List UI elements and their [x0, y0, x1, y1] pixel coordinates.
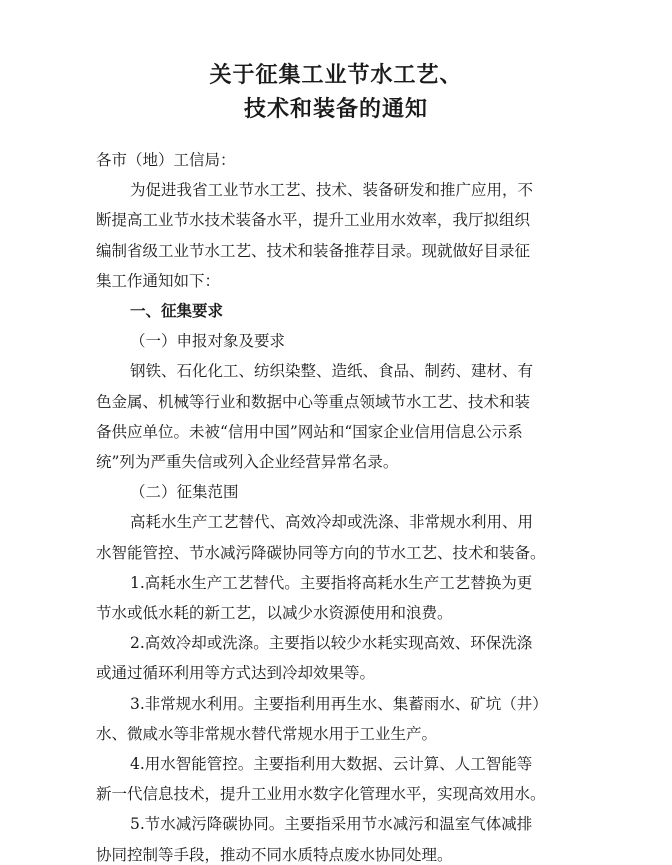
subsection-heading-1: （一）申报对象及要求: [130, 332, 286, 350]
document-title-line-2: 技术和装备的通知: [243, 97, 428, 122]
list-item-2: 2.高效冷却或洗涤。主要指以较少水耗实现高效、环保洗涤: [130, 634, 533, 652]
list-item-4-cont: 新一代信息技术，提升工业用水数字化管理水平，实现高效用水。: [96, 785, 546, 803]
list-item-2-cont: 或通过循环利用等方式达到冷却效果等。: [96, 664, 376, 682]
list-item-3: 3.非常规水利用。主要指利用再生水、集蓄雨水、矿坑（井）: [130, 695, 548, 713]
body-line: 色金属、机械等行业和数据中心等重点领域节水工艺、技术和装: [96, 393, 531, 411]
subsection-heading-2: （二）征集范围: [130, 483, 239, 501]
intro-line: 集工作通知如下：: [96, 272, 221, 290]
salutation: 各市（地）工信局：: [96, 151, 236, 169]
body-line: 钢铁、石化化工、纺织染整、造纸、食品、制药、建材、有: [130, 362, 534, 380]
body-line: 高耗水生产工艺替代、高效冷却或洗涤、非常规水利用、用: [130, 513, 534, 531]
document-title-line-1: 关于征集工业节水工艺、: [209, 63, 463, 88]
body-line: 备供应单位。未被“信用中国”网站和“国家企业信用信息公示系: [96, 423, 523, 441]
list-item-3-cont: 水、微咸水等非常规水替代常规水用于工业生产。: [96, 725, 438, 743]
intro-line: 编制省级工业节水工艺、技术和装备推荐目录。现就做好目录征: [96, 242, 531, 260]
list-item-5-cont: 协同控制等手段，推动不同水质特点废水协同处理。: [96, 846, 453, 864]
intro-line: 为促进我省工业节水工艺、技术、装备研发和推广应用，不: [130, 181, 534, 199]
body-line: 水智能管控、节水减污降碳协同等方向的节水工艺、技术和装备。: [96, 544, 546, 562]
list-item-1: 1.高耗水生产工艺替代。主要指将高耗水生产工艺替换为更: [130, 574, 533, 592]
list-item-5: 5.节水减污降碳协同。主要指采用节水减污和温室气体减排: [130, 815, 533, 833]
intro-line: 断提高工业节水技术装备水平，提升工业用水效率，我厅拟组织: [96, 211, 531, 229]
section-heading-1: 一、征集要求: [130, 302, 224, 320]
list-item-4: 4.用水智能管控。主要指利用大数据、云计算、人工智能等: [130, 755, 533, 773]
body-line: 统”列为严重失信或列入企业经营异常名录。: [96, 453, 399, 471]
list-item-1-cont: 节水或低水耗的新工艺，以减少水资源使用和浪费。: [96, 604, 453, 622]
